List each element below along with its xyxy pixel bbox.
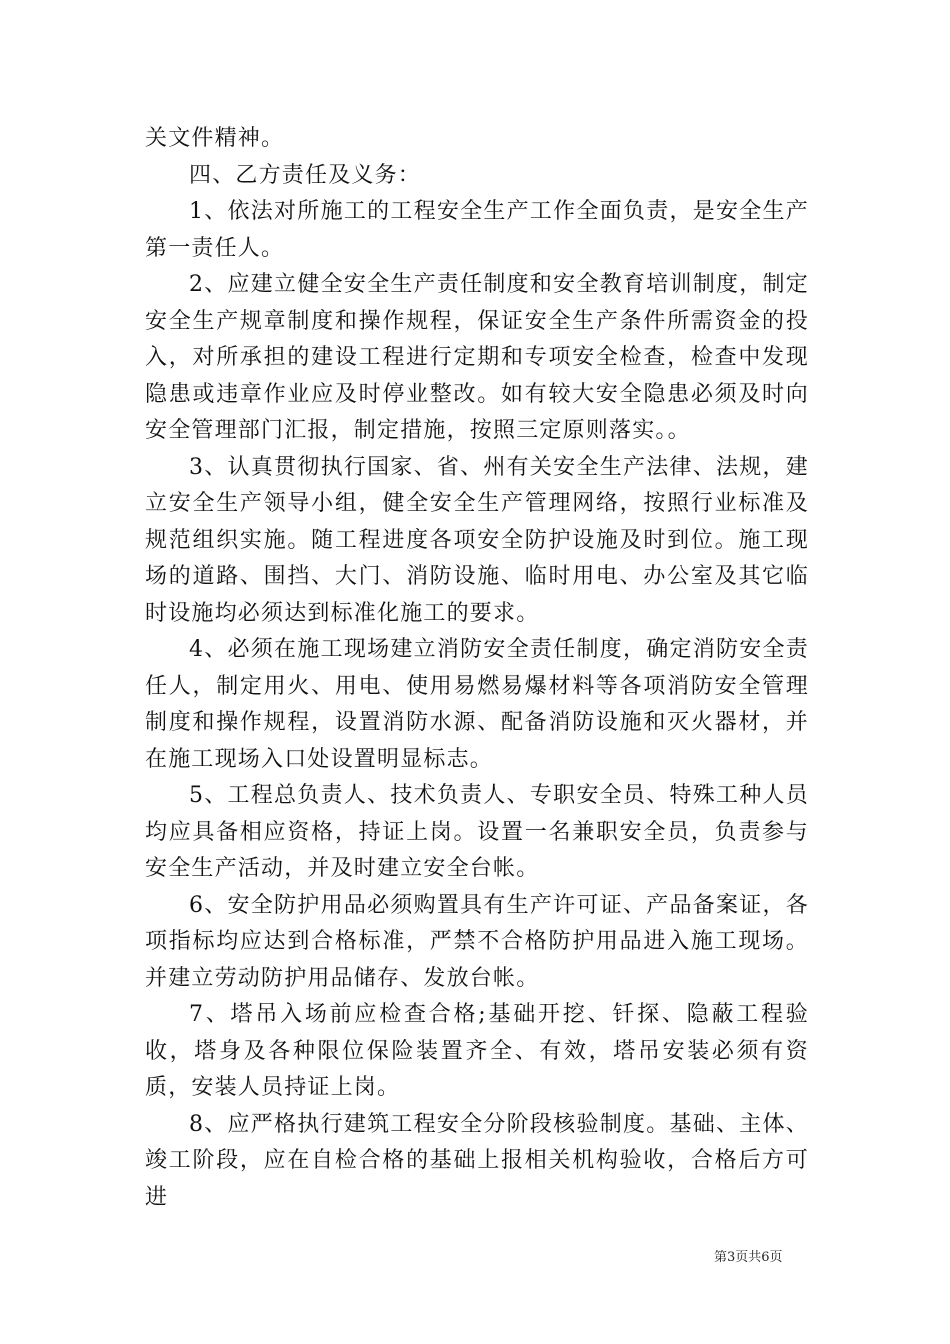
paragraph-item-5: 5、工程总负责人、技术负责人、专职安全员、特殊工种人员均应具备相应资格，持证上岗。设置一名兼职安全员，负责参与安全生产活动，并及时建立安全台帐。 (145, 783, 809, 881)
paragraph-item-1: 1、依法对所施工的工程安全生产工作全面负责，是安全生产第一责任人。 (145, 199, 809, 261)
section-heading: 四、乙方责任及义务： (189, 162, 422, 188)
paragraph-item-6: 6、安全防护用品必须购置具有生产许可证、产品备案证，各项指标均应达到合格标准，严禁不合格防护用品进入施工现场。并建立劳动防护用品储存、发放台帐。 (145, 892, 809, 991)
paragraph-item-3: 3、认真贯彻执行国家、省、州有关安全生产法律、法规，建立安全生产领导小组，健全安全生产管理网络，按照行业标准及规范组织实施。随工程进度各项安全防护设施及时到位。施工现场的道路、围挡、大门、消防设施、临时用电、办公室及其它临时设施均必须达到标准化施工的要求。 (145, 454, 809, 626)
paragraph-item-8: 8、应严格执行建筑工程安全分阶段核验制度。基础、主体、竣工阶段，应在自检合格的基础上报相关机构验收，合格后方可进 (145, 1111, 809, 1210)
paragraph-item-7: 7、塔吊入场前应检查合格;基础开挖、钎探、隐蔽工程验收，塔身及各种限位保险装置齐全、有效，塔吊安装必须有资质，安装人员持证上岗。 (145, 1002, 809, 1100)
paragraph-continuation: 关文件精神。 (145, 126, 285, 151)
paragraph-item-2: 2、应建立健全安全生产责任制度和安全教育培训制度，制定安全生产规章制度和操作规程，保证安全生产条件所需资金的投入，对所承担的建设工程进行定期和专项安全检查，检查中发现隐患或违章作业应及时停业整改。如有较大安全隐患必须及时向安全管理部门汇报，制定措施，按照三定原则落实。。 (145, 272, 809, 443)
paragraph-item-4: 4、必须在施工现场建立消防安全责任制度，确定消防安全责任人，制定用火、用电、使用易燃易爆材料等各项消防安全管理制度和操作规程，设置消防水源、配备消防设施和灭火器材，并在施工现场入口处设置明显标志。 (145, 637, 809, 772)
document-body (145, 121, 809, 1216)
page-number-footer: 第3页共6页 (714, 1250, 783, 1265)
